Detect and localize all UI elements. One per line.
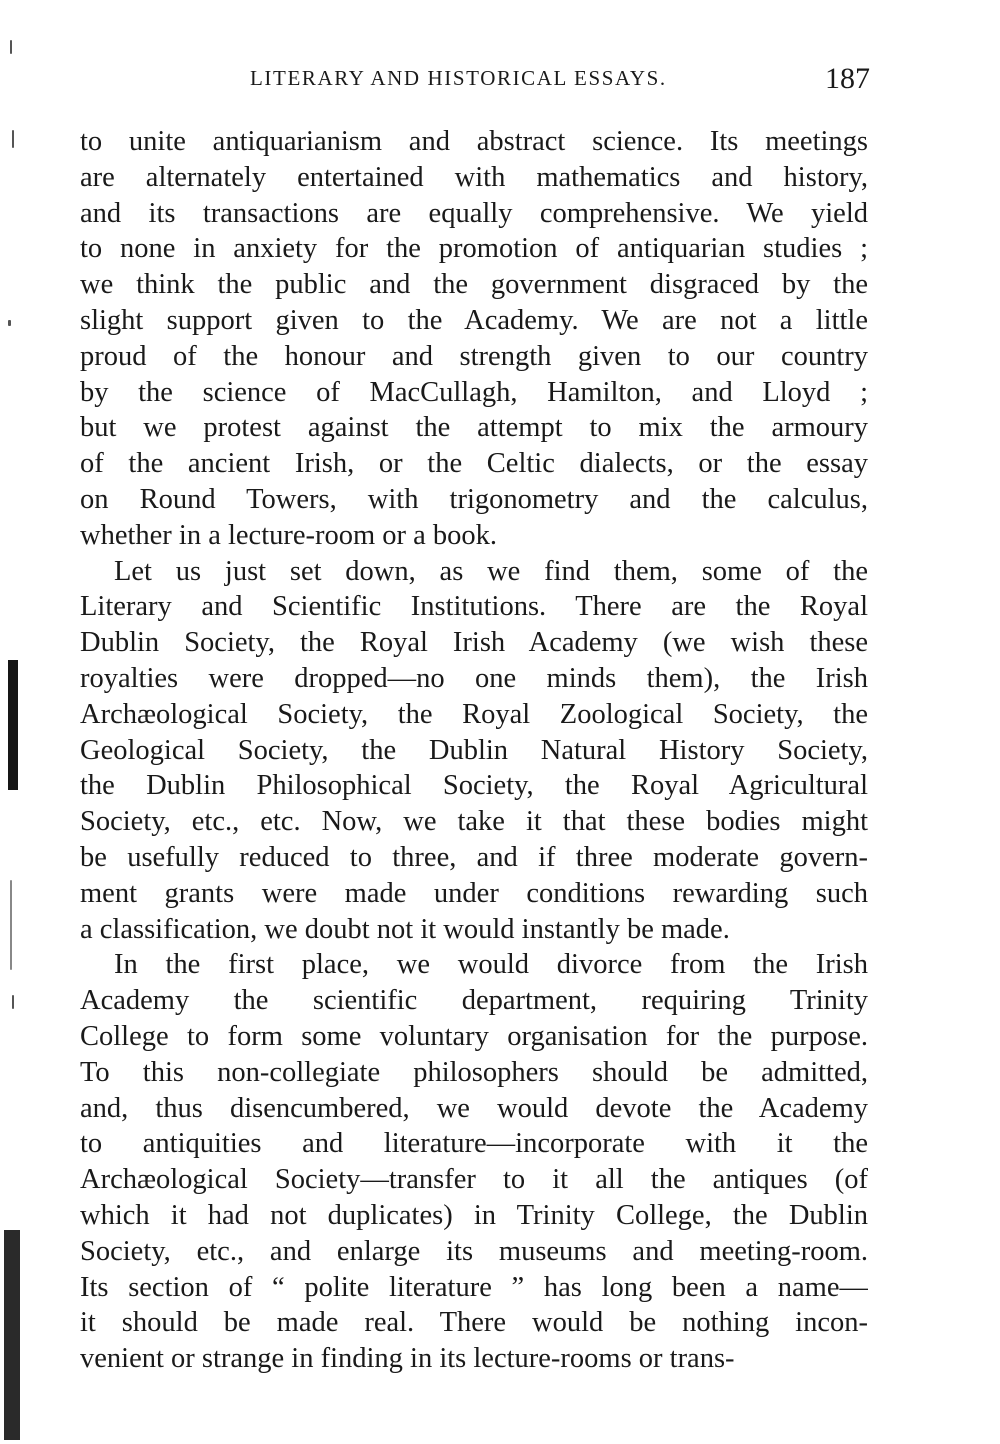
text-line: Society, etc., etc. Now, we take it that these bodies might — [80, 806, 868, 838]
text-line: Society, etc., and enlarge its museums and meeting-room. — [80, 1235, 868, 1267]
text-line: to none in anxiety for the promotion of antiquarian studies ; — [80, 233, 868, 265]
text-line: venient or strange in finding in its lecture-rooms or trans- — [80, 1343, 735, 1375]
text-line: Geological Society, the Dublin Natural History Society, — [80, 734, 868, 766]
text-line: ment grants were made under conditions rewarding such — [80, 877, 868, 909]
text-line: on Round Towers, with trigonometry and the calculus, — [80, 483, 868, 515]
body-text — [80, 124, 868, 1377]
scan-speck — [10, 40, 12, 54]
scan-artifact-upper — [8, 660, 18, 790]
text-line: are alternately entertained with mathematics and history, — [80, 161, 868, 193]
text-line: royalties were dropped—no one minds them), the Irish — [80, 662, 868, 694]
paragraph — [80, 554, 868, 948]
page-header — [80, 62, 870, 96]
text-line: Academy the scientific department, requiring Trinity — [80, 985, 868, 1017]
text-line: it should be made real. There would be nothing incon- — [80, 1307, 868, 1339]
text-line: and its transactions are equally comprehensive. We yield — [80, 197, 868, 229]
text-line: of the ancient Irish, or the Celtic dialects, or the essay — [80, 448, 868, 480]
scan-speck — [12, 995, 14, 1009]
text-line: Archæological Society, the Royal Zoological Society, the — [80, 698, 868, 730]
text-line: and, thus disencumbered, we would devote the Academy — [80, 1092, 868, 1124]
text-line: but we protest against the attempt to mix the armoury — [80, 412, 868, 444]
text-line: a classification, we doubt not it would instantly be made. — [80, 913, 730, 945]
text-line: Archæological Society—transfer to it all the antiques (of — [80, 1164, 868, 1196]
text-line: we think the public and the government disgraced by the — [80, 269, 868, 301]
text-line: In the first place, we would divorce from the Irish — [114, 949, 868, 981]
paragraph — [80, 947, 868, 1377]
scan-artifact-lower — [4, 1230, 20, 1440]
page-number: 187 — [825, 62, 870, 95]
text-line: to antiquities and literature—incorporate with it the — [80, 1128, 868, 1160]
text-line: proud of the honour and strength given to our country — [80, 340, 868, 372]
paragraph — [80, 124, 868, 554]
text-line: whether in a lecture-room or a book. — [80, 519, 498, 551]
text-line: slight support given to the Academy. We are not a little — [80, 304, 868, 336]
scan-speck — [12, 130, 14, 148]
text-line: Dublin Society, the Royal Irish Academy (we wish these — [80, 627, 868, 659]
text-line: Literary and Scientific Institutions. There are the Royal — [80, 591, 868, 623]
text-line: the Dublin Philosophical Society, the Royal Agricultural — [80, 770, 868, 802]
text-line: be usefully reduced to three, and if three moderate govern- — [80, 841, 868, 873]
text-line: Let us just set down, as we find them, some of the — [114, 555, 868, 587]
text-line: to unite antiquarianism and abstract science. Its meetings — [80, 126, 868, 157]
text-line: To this non-collegiate philosophers should be admitted, — [80, 1056, 868, 1088]
text-line: by the science of MacCullagh, Hamilton, and Lloyd ; — [80, 376, 868, 408]
text-line: College to form some voluntary organisation for the purpose. — [80, 1020, 868, 1052]
text-line: Its section of “ polite literature ” has long been a name— — [80, 1271, 868, 1303]
text-line: which it had not duplicates) in Trinity College, the Dublin — [80, 1199, 868, 1231]
scan-speck — [10, 880, 12, 970]
running-title: LITERARY AND HISTORICAL ESSAYS. — [250, 66, 667, 90]
scan-speck — [8, 320, 11, 326]
